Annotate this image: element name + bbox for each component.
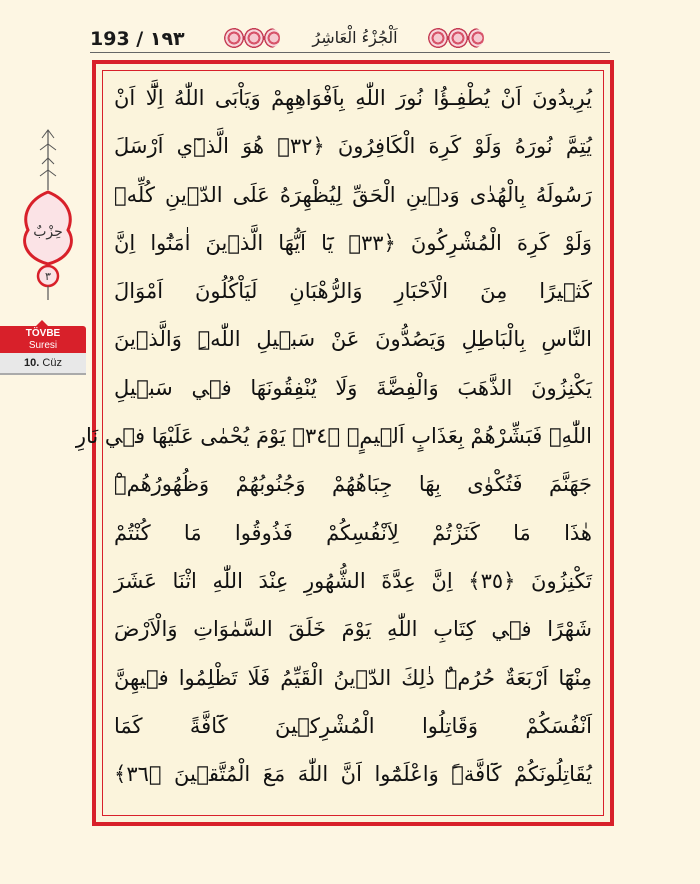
surah-tab-marker (36, 320, 48, 326)
header-divider (90, 52, 610, 53)
header-ornament-left (224, 28, 280, 48)
surah-subtitle: Suresi (28, 339, 58, 351)
text-line: اَنْفُسَكُمْ وَقَاتِلُوا الْمُشْرِك۪ينَ كَٓافَّةً كَمَا (114, 713, 592, 738)
surah-label (0, 326, 86, 353)
text-line: مِنْهَٓا اَرْبَعَةٌ حُرُمٌۜ ذٰلِكَ الدّ۪ينُ الْقَيِّمُ فَلَا تَظْلِمُوا ف۪يهِنَّ (114, 665, 592, 690)
juz-label (0, 353, 86, 375)
surah-name: TÖVBE (25, 327, 61, 339)
text-line: شَهْرًا ف۪ي كِتَابِ اللّٰهِ يَوْمَ خَلَقَ السَّمٰوَاتِ وَالْاَرْضَ (114, 617, 592, 642)
page-number: 193 / ١٩٣ (90, 28, 185, 50)
text-line: رَسُولَهُ بِالْهُدٰى وَد۪ينِ الْحَقِّ لِيُظْهِرَهُ عَلَى الدّ۪ينِ كُلِّه۪ (114, 182, 592, 207)
hizb-number: ٣ (45, 270, 51, 283)
text-line: يَكْنِزُونَ الذَّهَبَ وَالْفِضَّةَ وَلَا يُنْفِقُونَهَا ف۪ي سَب۪يلِ (114, 375, 592, 400)
juz-word: Cüz (42, 357, 62, 369)
hizb-label: حِزْبٌ (33, 224, 63, 240)
text-line: اللّٰهِۙ فَبَشِّرْهُمْ بِعَذَابٍ اَل۪يمٍۙ ﴿٣٤﴾ يَوْمَ يُحْمٰى عَلَيْهَا ف۪ي نَارِ (75, 424, 592, 449)
surah-tab[interactable] (0, 326, 86, 368)
text-line: جَهَنَّمَ فَتُكْوٰى بِهَا جِبَاهُهُمْ وَجُنُوبُهُمْ وَظُهُورُهُمْۜ (114, 472, 592, 497)
header-ornament-right (428, 28, 484, 48)
text-line: يُتِمَّ نُورَهُ وَلَوْ كَرِهَ الْكَافِرُونَ ﴿٣٢﴾ هُوَ الَّذ۪ٓي اَرْسَلَ (114, 134, 592, 159)
verse-text (75, 74, 592, 798)
text-frame (75, 60, 614, 826)
text-line: النَّاسِ بِالْبَاطِلِ وَيَصُدُّونَ عَنْ سَب۪يلِ اللّٰهِۜ وَالَّذ۪ينَ (114, 327, 592, 352)
text-line: كَث۪يرًا مِنَ الْاَحْبَارِ وَالرُّهْبَانِ لَيَاْكُلُونَ اَمْوَالَ (114, 279, 592, 304)
juz-number: 10. (24, 357, 40, 369)
text-line: وَلَوْ كَرِهَ الْمُشْرِكُونَ ﴿٣٣﴾ يَٓا اَيُّهَا الَّذ۪ينَ اٰمَنُٓوا اِنَّ (114, 230, 592, 255)
text-line: يُقَاتِلُونَكُمْ كَٓافَّةًۜ وَاعْلَمُٓوا اَنَّ اللّٰهَ مَعَ الْمُتَّق۪ينَ ﴿٣٦﴾ (114, 762, 592, 787)
text-line: تَكْنِزُونَ ﴿٣٥﴾ اِنَّ عِدَّةَ الشُّهُورِ عِنْدَ اللّٰهِ اثْنَا عَشَرَ (114, 568, 592, 593)
juz-title: اَلْجُزْءُ الْعَاشِرُ (312, 28, 398, 47)
text-line: يُرِيدُونَ اَنْ يُطْفِـؤُا نُورَ اللّٰهِ بِاَفْوَاهِهِمْ وَيَاْبَى اللّٰهُ اِلَّٓا اَنْ (114, 86, 592, 110)
text-line: هٰذَا مَا كَنَزْتُمْ لِاَنْفُسِكُمْ فَذُوقُوا مَا كُنْتُمْ (114, 520, 592, 545)
page-header (0, 0, 700, 60)
